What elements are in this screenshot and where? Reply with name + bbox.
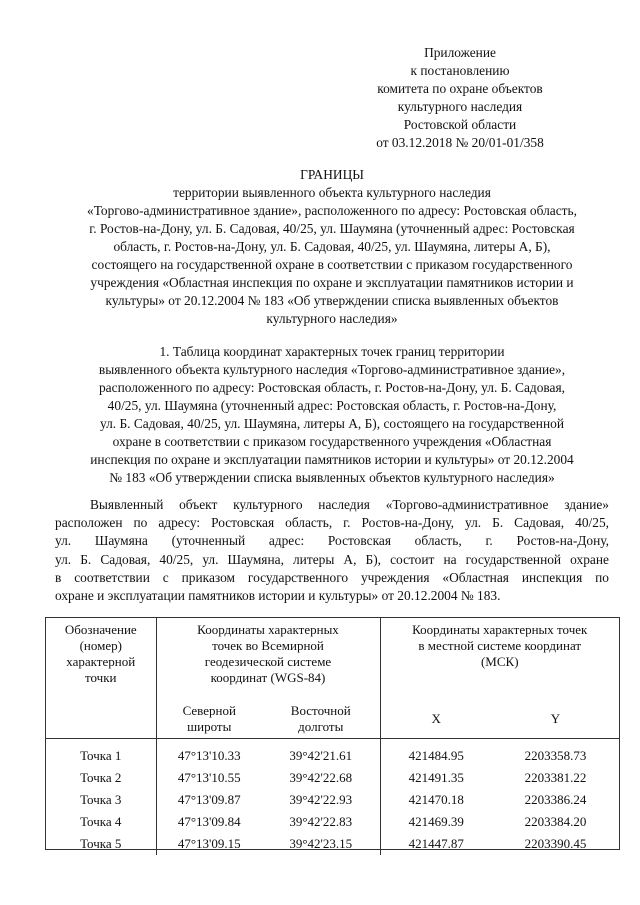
paragraph-line: ул. Б. Садовая, 40/25, ул. Шаумяна, литеры А, Б), состоит на государственной охране — [55, 551, 609, 567]
paragraph-line: в соответствии с приказом государственного учреждения «Областная инспекция по — [55, 569, 609, 585]
table-row — [46, 833, 619, 855]
cell-point: Точка 5 — [46, 833, 156, 855]
appendix-line: комитета по охране объектов — [377, 81, 543, 96]
cell-longitude: 39°42'22.93 — [262, 789, 380, 811]
title-line: культуры» от 20.12.2004 № 183 «Об утверждении списка выявленных объектов — [105, 293, 559, 308]
cell-longitude: 39°42'22.83 — [262, 811, 380, 833]
appendix-line: Приложение — [424, 45, 496, 60]
cell-y: 2203384.20 — [524, 814, 587, 829]
appendix-block — [330, 44, 590, 152]
title-line: территории выявленного объекта культурного наследия — [173, 185, 491, 200]
document-title — [40, 166, 624, 328]
coordinates-table — [45, 617, 620, 850]
cell-y: 2203358.73 — [524, 748, 587, 763]
header-designation-cont — [46, 700, 156, 739]
appendix-line: к постановлению — [410, 63, 510, 78]
section-line: выявленного объекта культурного наследия «Торгово-административное здание», — [98, 362, 566, 377]
title-line: состоящего на государственной охране в соответствии с приказом государственного — [91, 257, 573, 272]
header-wgs84: Координаты характерных точек во Всемирной геодезической системе координат (WGS-84) — [156, 618, 380, 700]
cell-x: 421447.87 — [408, 836, 464, 851]
cell-point: Точка 2 — [46, 767, 156, 789]
cell-longitude: 39°42'22.68 — [262, 767, 380, 789]
paragraph-line: охране и эксплуатации памятников истории и культуры» от 20.12.2004 № 183. — [55, 588, 501, 604]
appendix-line: Ростовской области — [403, 117, 517, 132]
cell-x: 421491.35 — [408, 770, 464, 785]
cell-point: Точка 1 — [46, 739, 156, 768]
cell-x: 421469.39 — [408, 814, 464, 829]
title-line: область, г. Ростов-на-Дону, ул. Б. Садовая, 40/25, ул. Шаумяна, литеры А, Б), — [113, 239, 551, 254]
title-line: учреждения «Областная инспекция по охране и эксплуатации памятников истории и — [90, 275, 574, 290]
cell-latitude: 47°13'10.55 — [177, 770, 241, 785]
header-east-longitude: Восточной долготы — [262, 700, 380, 739]
table-row — [46, 789, 619, 811]
cell-y: 2203381.22 — [524, 770, 587, 785]
appendix-line: культурного наследия — [397, 99, 523, 114]
title-line: г. Ростов-на-Дону, ул. Б. Садовая, 40/25, ул. Шаумяна (уточненный адрес: Ростовская — [89, 221, 575, 236]
paragraph-line: Выявленный объект культурного наследия «Торгово-административное здание» — [90, 497, 609, 512]
header-north-latitude: Северной широты — [182, 703, 236, 734]
title-heading: ГРАНИЦЫ — [300, 167, 364, 182]
table-row — [46, 767, 619, 789]
header-designation: Обозначение (номер) характерной точки — [46, 618, 156, 700]
title-line: культурного наследия» — [266, 311, 398, 326]
appendix-line: от 03.12.2018 № 20/01-01/358 — [376, 135, 544, 150]
cell-latitude: 47°13'09.87 — [177, 792, 241, 807]
header-y: Y — [550, 711, 561, 726]
table-row — [46, 739, 619, 768]
cell-latitude: 47°13'09.15 — [177, 836, 241, 851]
section-line: охране в соответствии с приказом государственного учреждения «Областная — [112, 434, 552, 449]
cell-latitude: 47°13'09.84 — [177, 814, 241, 829]
coordinates-table-grid — [46, 618, 619, 855]
description-paragraph — [55, 496, 609, 605]
cell-point: Точка 4 — [46, 811, 156, 833]
header-x: X — [431, 711, 441, 726]
section-line: 40/25, ул. Шаумяна (уточненный адрес: Ростовская область, г. Ростов-на-Дону, — [107, 398, 557, 413]
section-line: № 183 «Об утверждении списка выявленных объектов культурного наследия» — [109, 470, 555, 485]
section-line: инспекция по охране и эксплуатации памятников истории и культуры» от 20.12.2004 — [90, 452, 574, 467]
header-msk: Координаты характерных точек в местной системе координат (МСК) — [412, 622, 588, 669]
section-line: расположенного по адресу: Ростовская область, г. Ростов-на-Дону, ул. Б. Садовая, — [98, 380, 566, 395]
title-line: «Торгово-административное здание», расположенного по адресу: Ростовская область, — [87, 203, 577, 218]
table-row — [46, 811, 619, 833]
cell-longitude: 39°42'23.15 — [262, 833, 380, 855]
paragraph-line: ул. Шаумяна (уточненный адрес: Ростовская область, г. Ростов-на-Дону, — [55, 533, 609, 549]
cell-y: 2203390.45 — [524, 836, 587, 851]
cell-y: 2203386.24 — [524, 792, 587, 807]
section-line: 1. Таблица координат характерных точек границ территории — [159, 344, 505, 359]
section-heading — [40, 343, 624, 487]
cell-x: 421470.18 — [408, 792, 464, 807]
cell-point: Точка 3 — [46, 789, 156, 811]
cell-longitude: 39°42'21.61 — [262, 739, 380, 768]
cell-x: 421484.95 — [408, 748, 464, 763]
paragraph-line: расположен по адресу: Ростовская область, г. Ростов-на-Дону, ул. Б. Садовая, 40/25, — [55, 515, 609, 531]
section-line: ул. Б. Садовая, 40/25, ул. Шаумяна, литеры А, Б), состоящего на государственной — [99, 416, 565, 431]
cell-latitude: 47°13'10.33 — [177, 748, 241, 763]
